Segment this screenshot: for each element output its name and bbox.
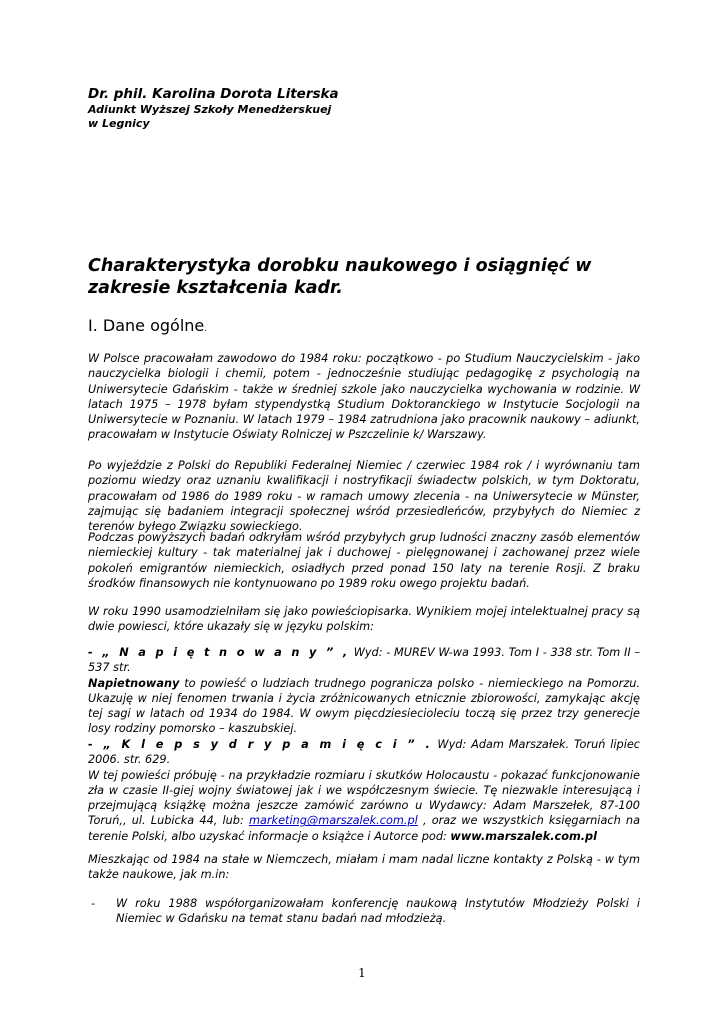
book2-title: - „ K l e p s y d r y p a m i ę c i ” . <box>88 738 433 751</box>
book1-description: to powieść o ludziach trudnego pogranicza polsko - niemieckiego na Pomorzu. Ukazuję w niej fenomen trwania i życia zróżnicowanych etnicznie zbiorowości, zamykając akcję tej sagi w latach od 1934 do 1984. W owym pięcdziesiecioleciu toczą się przez trzy generecje losy rodziny pomorsko – kaszubskiej. <box>88 676 640 736</box>
book1-name: Napietnowany <box>88 676 180 690</box>
section-heading-label: I. Dane ogólne <box>88 316 205 335</box>
section-heading-dot: . <box>204 324 208 334</box>
paragraph-germany-work: Po wyjeździe z Polski do Republiki Federalnej Niemiec / czerwiec 1984 rok / i wyrównaniu tam poziomu wiedzy oraz uznaniu kwalifikacji i nostryfikacji świadectw polskich, w tym Doktoratu, pracowałam od 1986 do 1989 roku - w ramach umowy zlecenia - na Uniwersytecie w Münster, zajmując się badaniem integracji społecznej wśród przesiedleńców, przybyłych do Niemiec z terenów byłego Związku sowieckiego. <box>88 459 640 534</box>
book2-description: W tej powieści próbuję - na przykładzie rozmiaru i skutków Holocaustu - pokazać funkcjonowanie zła w czasie II-giej wojny światowej jak i we współczesnym świecie. Tę niezwakle interesującą i przejmującą książkę można jeszcze zamówić zarówno u Wydawcy: Adam Marszełek, 87-100 Toruń,, ul. Lubicka 44, lub: <box>88 768 640 828</box>
section-heading <box>88 316 207 335</box>
bullet-item-conference: W roku 1988 współorganizowałam konferencję naukową Instytutów Młodzieży Polski i Niemiec w Gdańsku na temat stanu badań nad młodzieżą. <box>116 897 640 926</box>
bullet-dash: - <box>91 897 96 910</box>
author-name: Dr. phil. Karolina Dorota Literska <box>88 86 339 102</box>
book1-info: Wyd: - MUREV W-wa 1993. Tom I - 338 str. Tom II – 537 str. <box>88 646 640 675</box>
paragraph-work-in-poland: W Polsce pracowałam zawodowo do 1984 roku: początkowo - po Studium Nauczycielskim - jako nauczycielka biologii i chemii, potem - jednocześnie studiując pedagogikę z psychologią na Uniwersytecie Gdańskim - także w średniej szkole jako nauczycielka wychowania w rodzinie. W latach 1975 – 1978 byłam stypendystką Studium Doktoranckiego w Instytucie Socjologii na Uniwersytecie w Poznaniu. W latach 1979 – 1984 zatrudniona jako pracownik naukowy – adiunkt, pracowałam w Instytucie Oświaty Rolniczej w Pszczelinie k/ Warszawy. <box>88 352 640 442</box>
page-number: 1 <box>358 966 366 980</box>
website-link[interactable]: www.marszalek.com.pl <box>450 829 598 843</box>
paragraph-novelist: W roku 1990 usamodzielniłam się jako powieściopisarka. Wynikiem mojej intelektualnej pracy są dwie powiesci, które ukazały się w języku polskim: <box>88 605 640 634</box>
email-link[interactable]: marketing@marszalek.com.pl <box>248 814 418 828</box>
paragraph-research-findings: Podczas powyższych badań odkryłam wśród przybyłych grup ludności znaczny zasób elementów niemieckiej kultury - tak materialnej jak i duchowej - pielęgnowanej i zachowanej przez wiele pokoleń emigrantów niemieckich, osiadłych przed ponad 150 laty na terenie Rosji. Z braku środków finansowych nie kontynuowano po 1989 roku owego projektu badań. <box>88 531 640 590</box>
paragraph-contacts: Mieszkając od 1984 na stałe w Niemczech, miałam i mam nadal liczne kontakty z Polską - w tym także naukowe, jak m.in: <box>88 853 640 882</box>
book2-info: Wyd: Adam Marszałek. Toruń lipiec 2006. str. 629. <box>88 738 641 767</box>
paragraph-book-klepsydry <box>88 737 640 844</box>
author-position: Adiunkt Wyższej Szkoły Menedżerskuej <box>88 103 332 116</box>
author-block <box>88 86 339 131</box>
paragraph-book-napietnowany <box>88 645 640 737</box>
book2-after-email: , oraz we wszystkich księgarniach na terenie Polski, albo uzyskać informacje o książce i Autorce pod: <box>88 814 640 843</box>
document-title: Charakterystyka dorobku naukowego i osiągnięć w zakresie kształcenia kadr. <box>88 256 592 298</box>
author-place: w Legnicy <box>88 117 150 130</box>
book1-title: - „ N a p i ę t n o w a n y ” , <box>88 646 351 659</box>
